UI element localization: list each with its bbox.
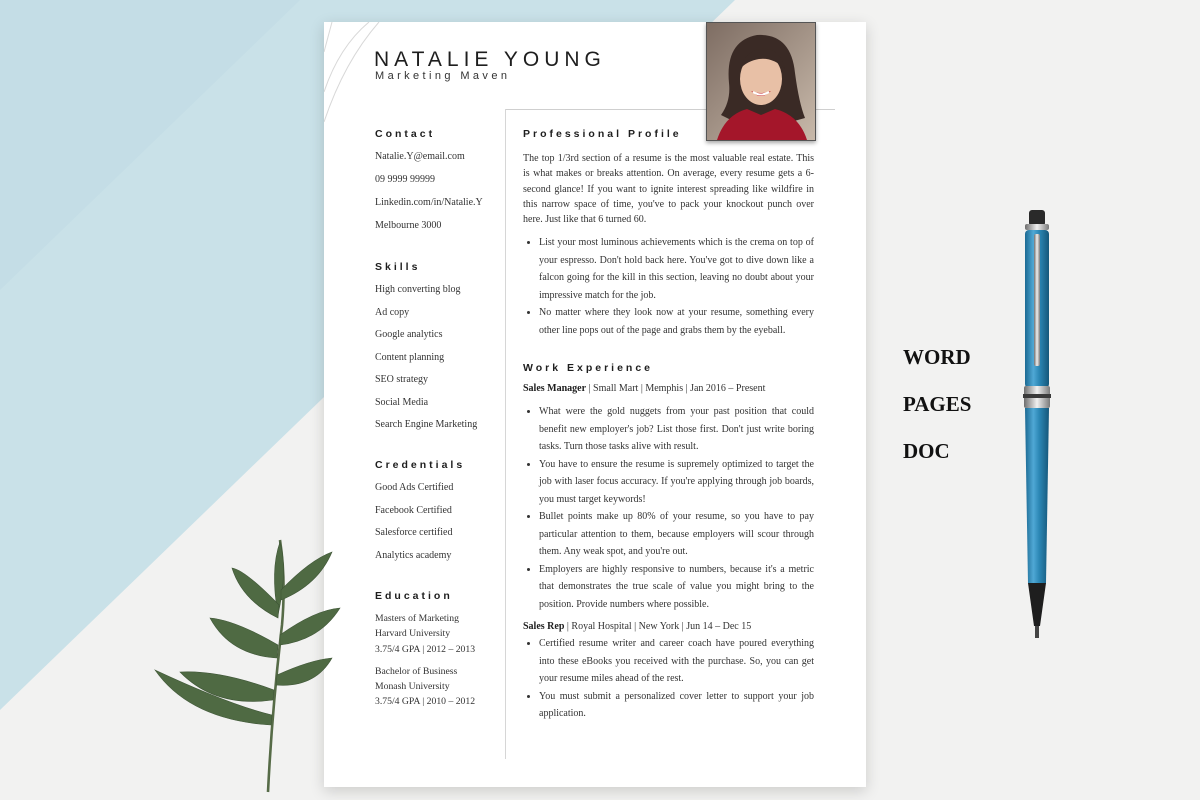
column-divider	[505, 109, 506, 759]
job-title-line	[523, 383, 814, 394]
job-details: | Small Mart | Memphis | Jan 2016 – Present	[586, 383, 766, 394]
profile-heading: Professional Profile	[523, 128, 682, 140]
credential-item: Analytics academy	[375, 549, 452, 561]
formats-list	[903, 345, 971, 486]
credentials-heading: Credentials	[375, 459, 466, 471]
job-bullet: • Bullet points make up 80% of your resume, so you have to pay particular attention to them, because employers will scour through them. Any weak spot, and you're out.	[539, 508, 814, 561]
education-degree: Bachelor of Business	[375, 665, 458, 677]
format-word: WORD	[903, 345, 971, 369]
education-details: 3.75/4 GPA | 2012 – 2013	[375, 643, 476, 655]
skill-item: Search Engine Marketing	[375, 419, 478, 430]
job-title: Sales Rep	[523, 621, 565, 632]
pen-decoration	[1015, 208, 1060, 648]
credential-item: Facebook Certified	[375, 504, 452, 516]
profile-photo	[706, 22, 816, 141]
education-entry	[375, 611, 503, 657]
education-degree: Masters of Marketing	[375, 613, 459, 624]
job-bullets	[523, 635, 814, 723]
job-bullet: • You must submit a personalized cover letter to support your job application.	[539, 688, 814, 723]
contact-section	[375, 128, 503, 231]
work-section	[523, 362, 814, 723]
job-title-line	[523, 621, 814, 632]
credential-item: Salesforce certified	[375, 527, 453, 538]
job-bullet: • What were the gold nuggets from your past position that could benefit new employer's job? List those first. Don't just write boring tasks. Turn those tasks alive with result.	[539, 403, 814, 456]
contact-heading: Contact	[375, 128, 436, 140]
profile-section	[523, 128, 814, 339]
job-bullets	[523, 403, 814, 613]
profile-bullet: • No matter where they look now at your resume, something every other line pops out of the page and grabs them by the eyeball.	[539, 304, 814, 339]
skill-item: SEO strategy	[375, 374, 429, 385]
skill-item: Ad copy	[375, 306, 410, 318]
plant-branch-decoration	[150, 530, 350, 795]
job-bullet: • Employers are highly responsive to numbers, because it's a metric that demonstrates the true scale of value you might bring to the position. Provide numbers where possible.	[539, 561, 814, 614]
education-school: Monash University	[375, 681, 450, 693]
contact-phone: 09 9999 99999	[375, 174, 435, 185]
skills-heading: Skills	[375, 261, 421, 273]
job-title: Sales Manager	[523, 383, 587, 394]
contact-location: Melbourne 3000	[375, 220, 442, 231]
education-details: 3.75/4 GPA | 2010 – 2012	[375, 696, 476, 708]
format-pages: PAGES	[903, 392, 972, 416]
profile-bullets	[523, 234, 814, 339]
credentials-section	[375, 459, 503, 561]
resume-name: NATALIE YOUNG	[374, 48, 606, 71]
skill-item: High converting blog	[375, 284, 461, 295]
skill-item: Social Media	[375, 396, 429, 408]
format-doc: DOC	[903, 439, 950, 463]
job-details: | Royal Hospital | New York | Jun 14 – Dec 15	[564, 621, 752, 632]
contact-linkedin: Linkedin.com/in/Natalie.Y	[375, 197, 483, 208]
credential-item: Good Ads Certified	[375, 482, 454, 493]
job-bullet: • Certified resume writer and career coach have poured everything into these eBooks you received with the purchase. So, you can get your resume miles ahead of the rest.	[539, 635, 814, 688]
skills-section	[375, 261, 503, 430]
contact-email: Natalie.Y@email.com	[375, 151, 465, 162]
skill-item: Google analytics	[375, 329, 443, 340]
profile-paragraph: The top 1/3rd section of a resume is the most valuable real estate. This is what makes or breaks attention. On average, every resume gets a 6-second glance! If you want to ignite interest spreading like wildfire in this narrow space of time, you've to pack your knockout punch over here. Just like that 6 turned 60.	[523, 153, 814, 226]
skill-item: Content planning	[375, 351, 445, 363]
resume-sheet	[324, 22, 866, 787]
resume-subtitle: Marketing Maven	[375, 70, 511, 82]
education-school: Harvard University	[375, 628, 451, 640]
work-heading: Work Experience	[523, 362, 654, 374]
profile-bullet: • List your most luminous achievements which is the crema on top of your espresso. Don't hold back here. You've got to dive down like a falcon going for the kill in this section, leaving no doubt about your impressive match for the job.	[539, 234, 814, 304]
education-entry	[375, 664, 503, 710]
education-heading: Education	[375, 590, 453, 602]
job-bullet: • You have to ensure the resume is supremely optimized to target the job with laser focus accuracy. If you're applying through job boards, you must target keywords!	[539, 456, 814, 509]
education-section	[375, 590, 503, 710]
